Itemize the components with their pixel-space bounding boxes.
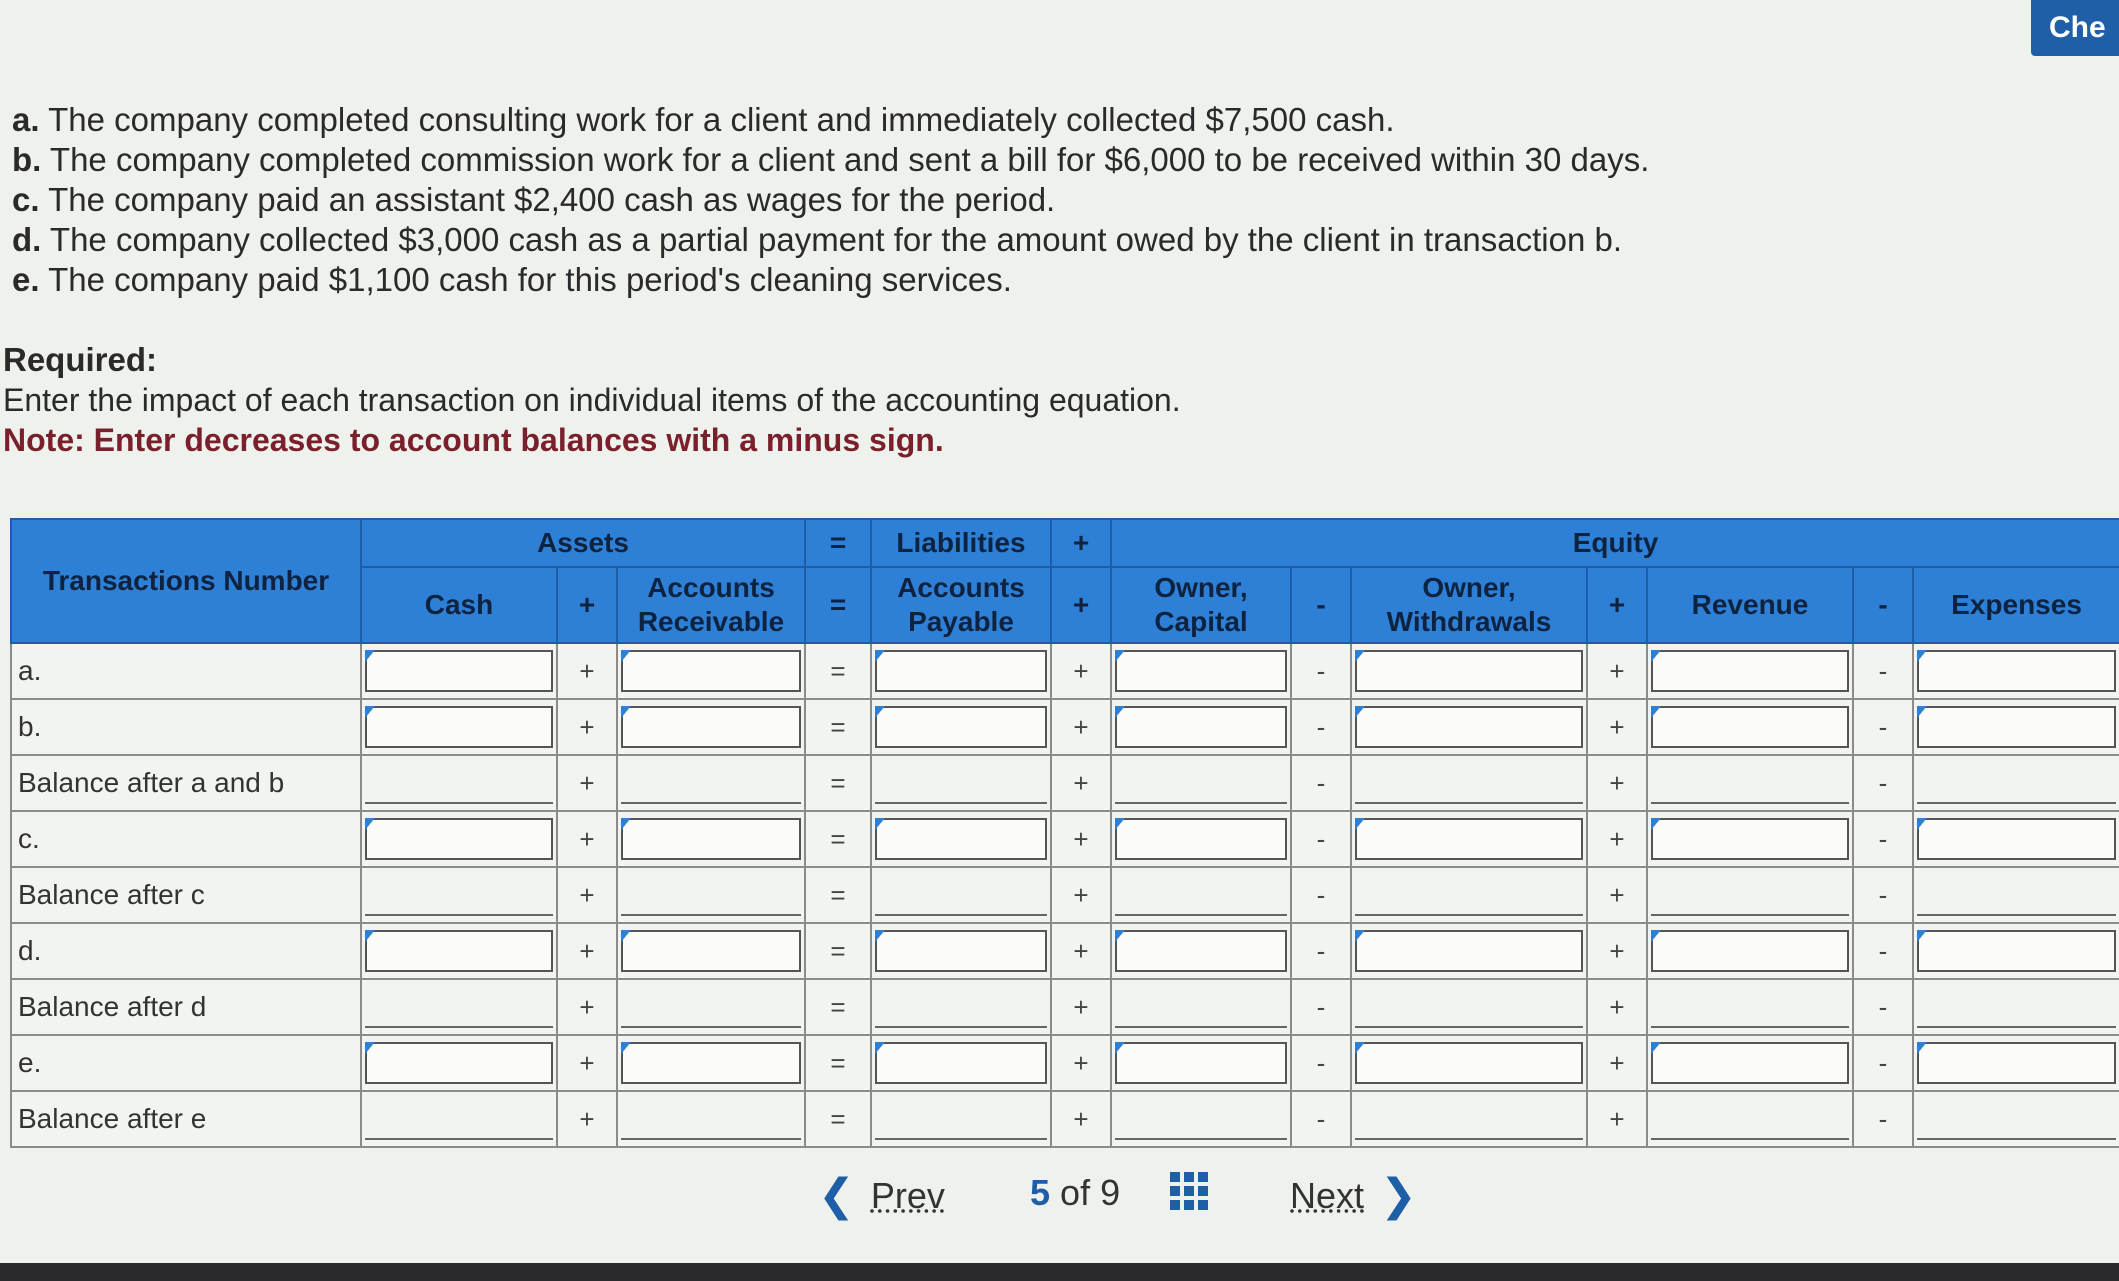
expenses-header: Expenses (1913, 567, 2119, 643)
problem-item-letter: c. (12, 181, 40, 218)
next-label: Next (1290, 1174, 1365, 1216)
op-header: + (1051, 567, 1111, 643)
operator-sign: + (557, 979, 617, 1035)
problem-item (12, 260, 1912, 300)
row-label: Balance after e (11, 1091, 361, 1147)
capital-input[interactable] (1115, 706, 1287, 748)
capital-input[interactable] (1115, 986, 1287, 1028)
capital-cell (1111, 1091, 1291, 1147)
current-page: 5 (1030, 1172, 1051, 1213)
ar-input[interactable] (621, 986, 801, 1028)
ap-cell (871, 923, 1051, 979)
ar-cell (617, 867, 805, 923)
ap-cell (871, 867, 1051, 923)
expenses-input[interactable] (1917, 706, 2116, 748)
revenue-cell (1647, 755, 1853, 811)
ap-input[interactable] (875, 930, 1047, 972)
row-label: c. (11, 811, 361, 867)
problem-item (12, 140, 1912, 180)
ap-cell (871, 1035, 1051, 1091)
revenue-header: Revenue (1647, 567, 1853, 643)
problem-item-letter: b. (12, 141, 42, 178)
ar-input[interactable] (621, 706, 801, 748)
cash-cell (361, 811, 557, 867)
ap-input[interactable] (875, 986, 1047, 1028)
operator-sign: + (1051, 1091, 1111, 1147)
revenue-cell (1647, 867, 1853, 923)
operator-sign: + (1587, 1091, 1647, 1147)
withdrawals-input[interactable] (1355, 762, 1583, 804)
op-header: - (1853, 567, 1913, 643)
op-header: + (1587, 567, 1647, 643)
revenue-cell (1647, 811, 1853, 867)
operator-sign: + (1051, 755, 1111, 811)
table-row (11, 979, 2119, 1035)
problem-item-text: The company collected $3,000 cash as a partial payment for the amount owed by the client in transaction b. (49, 221, 1622, 258)
problem-item-letter: d. (12, 221, 42, 258)
owner-capital-header: Owner, Capital (1111, 567, 1291, 643)
capital-input[interactable] (1115, 874, 1287, 916)
operator-sign: + (1587, 811, 1647, 867)
equity-header: Equity (1111, 519, 2119, 567)
revenue-input[interactable] (1651, 706, 1849, 748)
withdrawals-cell (1351, 867, 1587, 923)
liabilities-header: Liabilities (871, 519, 1051, 567)
operator-sign: - (1853, 1091, 1913, 1147)
withdrawals-input[interactable] (1355, 1042, 1583, 1084)
revenue-cell (1647, 923, 1853, 979)
operator-sign: + (1051, 811, 1111, 867)
owner-withdrawals-header: Owner, Withdrawals (1351, 567, 1587, 643)
table-row (11, 1035, 2119, 1091)
operator-sign: + (1587, 699, 1647, 755)
capital-input[interactable] (1115, 762, 1287, 804)
capital-input[interactable] (1115, 1098, 1287, 1140)
withdrawals-input[interactable] (1355, 930, 1583, 972)
operator-sign: + (557, 811, 617, 867)
pagination (0, 1150, 2119, 1240)
cash-input[interactable] (365, 818, 553, 860)
operator-sign: + (1051, 643, 1111, 699)
ar-cell (617, 811, 805, 867)
check-button[interactable]: Che (2031, 0, 2119, 56)
grid-icon[interactable] (1170, 1172, 1208, 1210)
revenue-cell (1647, 643, 1853, 699)
operator-sign: + (1051, 867, 1111, 923)
cash-input[interactable] (365, 762, 553, 804)
ar-input[interactable] (621, 874, 801, 916)
revenue-cell (1647, 1091, 1853, 1147)
ap-cell (871, 979, 1051, 1035)
capital-cell (1111, 923, 1291, 979)
cash-cell (361, 643, 557, 699)
capital-cell (1111, 699, 1291, 755)
operator-sign: + (557, 867, 617, 923)
expenses-cell (1913, 811, 2119, 867)
op-header: - (1291, 567, 1351, 643)
problem-statement (12, 100, 1912, 300)
revenue-cell (1647, 1035, 1853, 1091)
revenue-input[interactable] (1651, 986, 1849, 1028)
expenses-input[interactable] (1917, 986, 2116, 1028)
cash-input[interactable] (365, 1098, 553, 1140)
op-header: + (557, 567, 617, 643)
taskbar (0, 1263, 2119, 1281)
operator-sign: + (1587, 979, 1647, 1035)
ar-input[interactable] (621, 1042, 801, 1084)
operator-sign: = (805, 811, 871, 867)
ap-cell (871, 755, 1051, 811)
operator-sign: + (557, 923, 617, 979)
operator-sign: + (557, 699, 617, 755)
cash-cell (361, 699, 557, 755)
ap-input[interactable] (875, 874, 1047, 916)
chevron-right-icon: ❯ (1380, 1171, 1417, 1220)
withdrawals-cell (1351, 643, 1587, 699)
expenses-cell (1913, 979, 2119, 1035)
ap-input[interactable] (875, 706, 1047, 748)
table-row (11, 1091, 2119, 1147)
table-row (11, 699, 2119, 755)
required-text: Enter the impact of each transaction on individual items of the accounting equation. (3, 382, 1181, 418)
table-row (11, 811, 2119, 867)
revenue-input[interactable] (1651, 762, 1849, 804)
withdrawals-input[interactable] (1355, 874, 1583, 916)
page-indicator (1030, 1172, 1120, 1214)
problem-item (12, 180, 1912, 220)
ap-input[interactable] (875, 762, 1047, 804)
chevron-left-icon: ❮ (818, 1171, 855, 1220)
operator-sign: - (1291, 755, 1351, 811)
cash-cell (361, 1035, 557, 1091)
operator-sign: - (1853, 699, 1913, 755)
row-label: b. (11, 699, 361, 755)
operator-sign: + (1051, 699, 1111, 755)
problem-item-letter: e. (12, 261, 40, 298)
problem-item-letter: a. (12, 101, 40, 138)
problem-item-text: The company paid an assistant $2,400 cash as wages for the period. (48, 181, 1056, 218)
revenue-cell (1647, 699, 1853, 755)
ar-cell (617, 755, 805, 811)
expenses-input[interactable] (1917, 1042, 2116, 1084)
operator-sign: + (1051, 979, 1111, 1035)
ap-input[interactable] (875, 1098, 1047, 1140)
cash-input[interactable] (365, 1042, 553, 1084)
cash-input[interactable] (365, 930, 553, 972)
ap-input[interactable] (875, 1042, 1047, 1084)
operator-sign: + (1051, 923, 1111, 979)
ar-cell (617, 699, 805, 755)
problem-item-text: The company paid $1,100 cash for this period's cleaning services. (48, 261, 1012, 298)
operator-sign: - (1853, 923, 1913, 979)
next-button[interactable] (1290, 1170, 1417, 1221)
ar-cell (617, 979, 805, 1035)
capital-cell (1111, 1035, 1291, 1091)
operator-sign: = (805, 755, 871, 811)
operator-sign: = (805, 1091, 871, 1147)
operator-sign: - (1291, 1091, 1351, 1147)
transactions-number-header: Transactions Number (11, 519, 361, 643)
revenue-input[interactable] (1651, 650, 1849, 692)
row-label: a. (11, 643, 361, 699)
withdrawals-cell (1351, 979, 1587, 1035)
cash-header: Cash (361, 567, 557, 643)
row-label: Balance after a and b (11, 755, 361, 811)
plus-header: + (1051, 519, 1111, 567)
operator-sign: - (1853, 979, 1913, 1035)
operator-sign: - (1853, 811, 1913, 867)
cash-input[interactable] (365, 706, 553, 748)
required-heading: Required: (3, 341, 158, 378)
cash-cell (361, 867, 557, 923)
withdrawals-input[interactable] (1355, 818, 1583, 860)
withdrawals-cell (1351, 1091, 1587, 1147)
cash-input[interactable] (365, 650, 553, 692)
operator-sign: + (1051, 1035, 1111, 1091)
operator-sign: = (805, 643, 871, 699)
operator-sign: - (1291, 811, 1351, 867)
operator-sign: + (557, 1035, 617, 1091)
table-row (11, 755, 2119, 811)
ar-input[interactable] (621, 1098, 801, 1140)
ar-input[interactable] (621, 818, 801, 860)
problem-item (12, 220, 1912, 260)
accounts-payable-header: Accounts Payable (871, 567, 1051, 643)
operator-sign: - (1853, 1035, 1913, 1091)
expenses-input[interactable] (1917, 874, 2116, 916)
expenses-input[interactable] (1917, 650, 2116, 692)
row-label: e. (11, 1035, 361, 1091)
operator-sign: - (1291, 699, 1351, 755)
assets-header: Assets (361, 519, 805, 567)
expenses-input[interactable] (1917, 818, 2116, 860)
operator-sign: - (1291, 1035, 1351, 1091)
operator-sign: = (805, 867, 871, 923)
capital-input[interactable] (1115, 930, 1287, 972)
withdrawals-input[interactable] (1355, 986, 1583, 1028)
expenses-cell (1913, 643, 2119, 699)
operator-sign: + (557, 755, 617, 811)
withdrawals-cell (1351, 811, 1587, 867)
operator-sign: - (1853, 755, 1913, 811)
operator-sign: = (805, 699, 871, 755)
table-row (11, 923, 2119, 979)
equals-header: = (805, 519, 871, 567)
capital-input[interactable] (1115, 650, 1287, 692)
revenue-cell (1647, 979, 1853, 1035)
ap-cell (871, 643, 1051, 699)
operator-sign: - (1291, 643, 1351, 699)
problem-item-text: The company completed consulting work for a client and immediately collected $7,500 cash. (48, 101, 1395, 138)
expenses-input[interactable] (1917, 762, 2116, 804)
withdrawals-input[interactable] (1355, 1098, 1583, 1140)
operator-sign: + (557, 643, 617, 699)
capital-cell (1111, 811, 1291, 867)
capital-input[interactable] (1115, 1042, 1287, 1084)
problem-item (12, 100, 1912, 140)
operator-sign: + (1587, 1035, 1647, 1091)
row-label: Balance after c (11, 867, 361, 923)
table-row (11, 643, 2119, 699)
row-label: d. (11, 923, 361, 979)
cash-input[interactable] (365, 874, 553, 916)
operator-sign: = (805, 979, 871, 1035)
required-section (3, 340, 1181, 460)
withdrawals-input[interactable] (1355, 706, 1583, 748)
accounts-receivable-header: Accounts Receivable (617, 567, 805, 643)
cash-cell (361, 1091, 557, 1147)
capital-cell (1111, 643, 1291, 699)
ap-input[interactable] (875, 650, 1047, 692)
ar-input[interactable] (621, 762, 801, 804)
ap-cell (871, 811, 1051, 867)
operator-sign: + (1587, 643, 1647, 699)
withdrawals-input[interactable] (1355, 650, 1583, 692)
prev-button[interactable] (818, 1170, 945, 1221)
ar-cell (617, 1091, 805, 1147)
operator-sign: = (805, 923, 871, 979)
ap-cell (871, 1091, 1051, 1147)
withdrawals-cell (1351, 923, 1587, 979)
expenses-cell (1913, 1035, 2119, 1091)
revenue-input[interactable] (1651, 818, 1849, 860)
expenses-input[interactable] (1917, 930, 2116, 972)
expenses-cell (1913, 1091, 2119, 1147)
accounting-equation-table (10, 518, 2119, 1148)
expenses-cell (1913, 923, 2119, 979)
capital-cell (1111, 979, 1291, 1035)
ap-cell (871, 699, 1051, 755)
ar-cell (617, 923, 805, 979)
ar-cell (617, 1035, 805, 1091)
cash-cell (361, 979, 557, 1035)
revenue-input[interactable] (1651, 930, 1849, 972)
required-note: Note: Enter decreases to account balances with a minus sign. (3, 422, 944, 458)
ar-input[interactable] (621, 650, 801, 692)
expenses-cell (1913, 699, 2119, 755)
ap-input[interactable] (875, 818, 1047, 860)
expenses-cell (1913, 755, 2119, 811)
operator-sign: + (1587, 923, 1647, 979)
withdrawals-cell (1351, 755, 1587, 811)
expenses-input[interactable] (1917, 1098, 2116, 1140)
ar-input[interactable] (621, 930, 801, 972)
capital-cell (1111, 867, 1291, 923)
cash-input[interactable] (365, 986, 553, 1028)
op-header: = (805, 567, 871, 643)
capital-cell (1111, 755, 1291, 811)
revenue-input[interactable] (1651, 874, 1849, 916)
operator-sign: - (1853, 867, 1913, 923)
operator-sign: = (805, 1035, 871, 1091)
table-row (11, 867, 2119, 923)
operator-sign: - (1291, 867, 1351, 923)
operator-sign: - (1291, 923, 1351, 979)
operator-sign: + (1587, 755, 1647, 811)
operator-sign: + (557, 1091, 617, 1147)
capital-input[interactable] (1115, 818, 1287, 860)
withdrawals-cell (1351, 699, 1587, 755)
operator-sign: - (1853, 643, 1913, 699)
cash-cell (361, 755, 557, 811)
page-total: of 9 (1060, 1172, 1121, 1213)
revenue-input[interactable] (1651, 1098, 1849, 1140)
withdrawals-cell (1351, 1035, 1587, 1091)
problem-item-text: The company completed commission work for a client and sent a bill for $6,000 to be received within 30 days. (49, 141, 1650, 178)
revenue-input[interactable] (1651, 1042, 1849, 1084)
ar-cell (617, 643, 805, 699)
cash-cell (361, 923, 557, 979)
operator-sign: - (1291, 979, 1351, 1035)
operator-sign: + (1587, 867, 1647, 923)
row-label: Balance after d (11, 979, 361, 1035)
prev-label: Prev (870, 1174, 945, 1216)
expenses-cell (1913, 867, 2119, 923)
